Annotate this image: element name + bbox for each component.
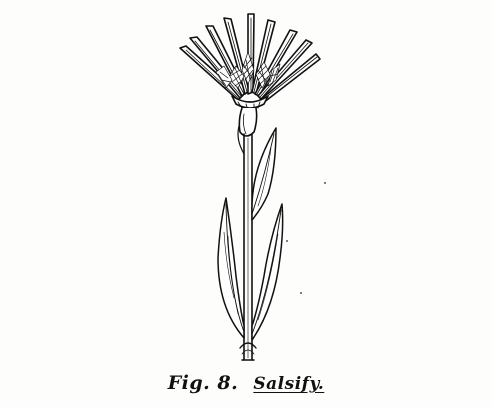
leaf-upper-right xyxy=(252,128,276,220)
salsify-flower-illustration xyxy=(140,8,360,368)
ink-speck xyxy=(300,292,302,294)
peduncle xyxy=(238,108,257,154)
figure-caption xyxy=(0,372,492,394)
leaf-right xyxy=(252,204,283,340)
plant-name: Salsify. xyxy=(253,374,325,394)
leaf-left xyxy=(218,198,244,338)
ink-speck xyxy=(324,182,326,184)
figure-number: Fig. 8. xyxy=(167,372,239,394)
ink-speck xyxy=(286,240,288,242)
